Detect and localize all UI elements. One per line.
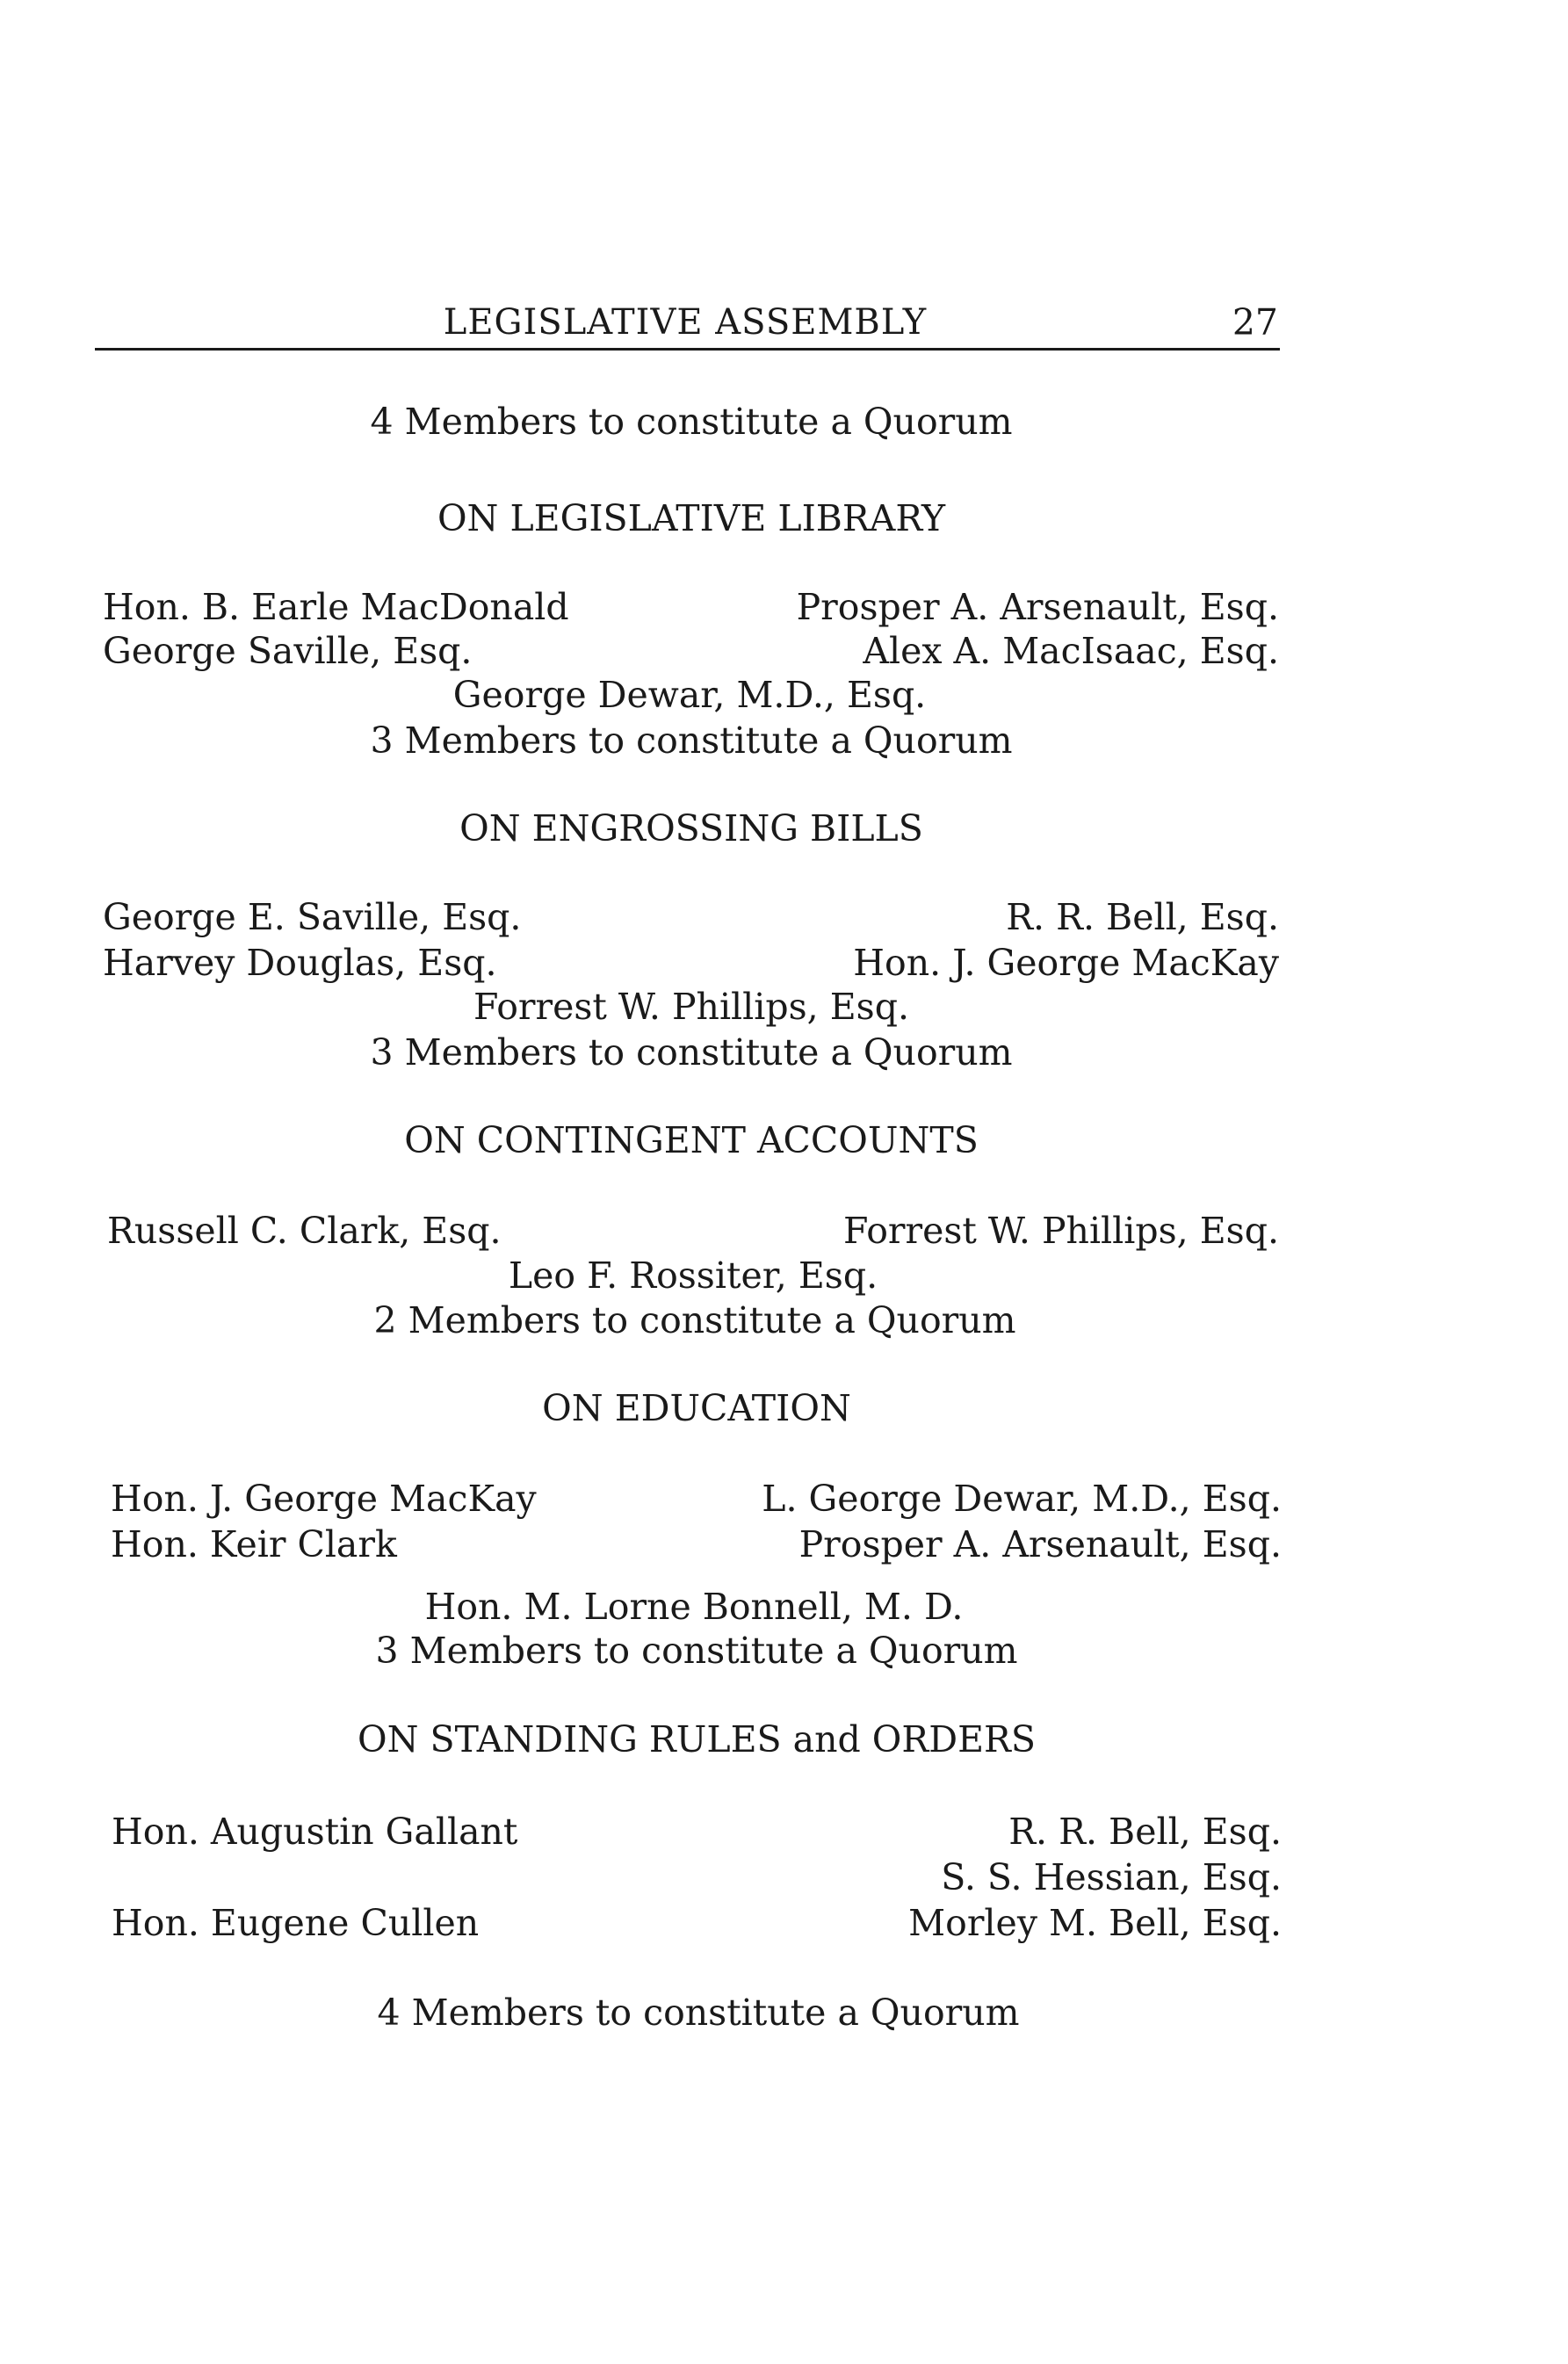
- member-name: Russell C. Clark, Esq.: [107, 1210, 502, 1252]
- member-name: Forrest W. Phillips, Esq.: [843, 1210, 1279, 1252]
- committee-heading-standing-rules: ON STANDING RULES and ORDERS: [358, 1718, 1036, 1760]
- quorum-note: 4 Members to constitute a Quorum: [377, 1992, 1020, 2034]
- committee-heading-library: ON LEGISLATIVE LIBRARY: [437, 497, 946, 539]
- quorum-note: 2 Members to constitute a Quorum: [373, 1299, 1016, 1341]
- member-name: Hon. Augustin Gallant: [112, 1811, 518, 1853]
- member-name: Alex A. MacIsaac, Esq.: [863, 630, 1279, 672]
- header-rule: [95, 348, 1280, 351]
- member-name: Hon. J. George MacKay: [853, 942, 1279, 984]
- member-name: S. S. Hessian, Esq.: [941, 1856, 1282, 1898]
- member-name: L. George Dewar, M.D., Esq.: [762, 1478, 1282, 1520]
- member-name: Hon. J. George MacKay: [111, 1478, 537, 1520]
- committee-heading-education: ON EDUCATION: [542, 1387, 851, 1429]
- member-name: R. R. Bell, Esq.: [1008, 1811, 1282, 1853]
- member-name: George E. Saville, Esq.: [103, 896, 522, 938]
- member-name: Hon. Eugene Cullen: [112, 1902, 480, 1944]
- member-name: R. R. Bell, Esq.: [1006, 896, 1279, 938]
- quorum-note: 3 Members to constitute a Quorum: [375, 1630, 1018, 1672]
- member-name: Prosper A. Arsenault, Esq.: [796, 586, 1279, 628]
- member-name: Prosper A. Arsenault, Esq.: [798, 1523, 1282, 1565]
- member-name: Leo F. Rossiter, Esq.: [508, 1254, 878, 1297]
- page-number: 27: [1232, 301, 1278, 343]
- member-name: Harvey Douglas, Esq.: [103, 942, 497, 984]
- quorum-note: 3 Members to constitute a Quorum: [370, 719, 1013, 762]
- member-name: Hon. M. Lorne Bonnell, M. D.: [424, 1586, 964, 1628]
- member-name: George Saville, Esq.: [103, 630, 473, 672]
- quorum-note: 3 Members to constitute a Quorum: [370, 1031, 1013, 1074]
- committee-heading-contingent: ON CONTINGENT ACCOUNTS: [404, 1119, 979, 1161]
- committee-heading-engrossing: ON ENGROSSING BILLS: [459, 807, 923, 849]
- running-header-title: LEGISLATIVE ASSEMBLY: [443, 302, 928, 343]
- member-name: Morley M. Bell, Esq.: [908, 1902, 1282, 1944]
- quorum-note: 4 Members to constitute a Quorum: [370, 401, 1013, 443]
- member-name: George Dewar, M.D., Esq.: [452, 674, 927, 716]
- member-name: Hon. Keir Clark: [111, 1523, 397, 1565]
- member-name: Forrest W. Phillips, Esq.: [473, 986, 909, 1028]
- member-name: Hon. B. Earle MacDonald: [103, 586, 569, 628]
